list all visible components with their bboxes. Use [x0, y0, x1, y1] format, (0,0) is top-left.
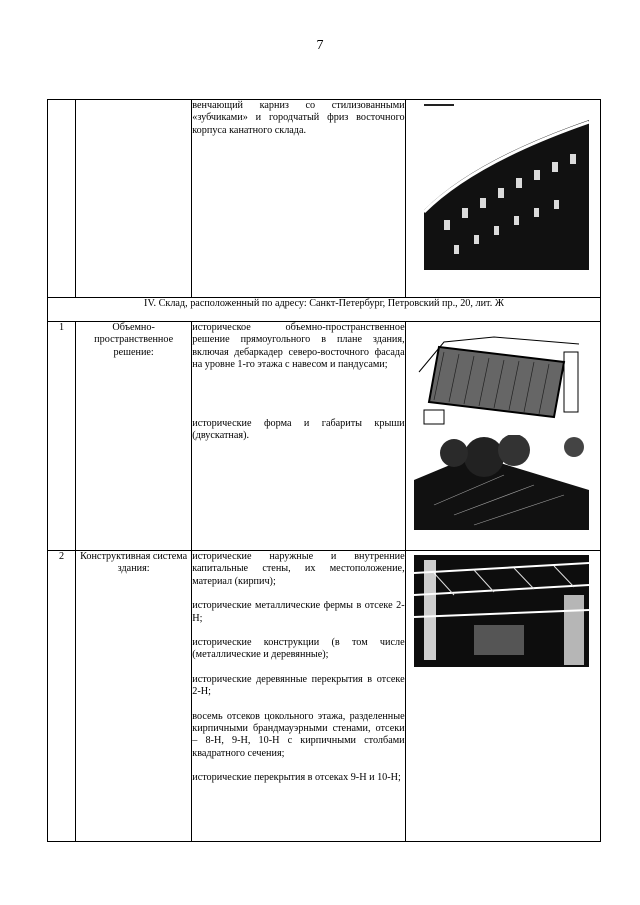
description-item: историческое объемно-пространственное решение прямоугольного в плане здания, включая дебаркадер северо-восточного фасада на уровне 1-го этажа с навесом и пандусами; — [192, 322, 405, 371]
table-row — [48, 322, 601, 551]
description-item: исторические перекрытия в отсеках 9-Н и 10-Н; — [192, 772, 401, 784]
table-row — [48, 551, 601, 842]
cell-description — [192, 100, 405, 298]
facade-photo — [414, 100, 589, 270]
cell-images — [405, 551, 600, 842]
cell-name-empty — [76, 100, 192, 298]
description-text: венчающий карниз со стилизованными «зубчиками» и городчатый фриз восточного корпуса канатного склада. — [192, 100, 405, 136]
site-plan-drawing — [414, 332, 589, 427]
cell-num-empty — [48, 100, 76, 298]
table-row-continuation — [48, 100, 601, 298]
description-item: восемь отсеков цокольного этажа, разделенные кирпичными брандмауэрными стенами, отсеки – 8-Н, 9-Н, 10-Н с кирпичными столбами квадратного сечения; — [192, 710, 405, 759]
page-number: 7 — [316, 38, 324, 53]
section-header-row — [48, 298, 601, 322]
row-description — [192, 322, 405, 551]
row-description — [192, 551, 405, 842]
row-name: Конструктивная система здания: — [76, 551, 192, 842]
row-name: Объемно-пространственное решение: — [76, 322, 192, 551]
description-item: исторические форма и габариты крыши (двускатная). — [192, 417, 405, 442]
cell-images — [405, 322, 600, 551]
roof-photo — [414, 435, 589, 530]
monument-table — [47, 99, 601, 842]
row-number: 1 — [48, 322, 76, 551]
cell-image — [405, 100, 600, 298]
section-title: IV. Склад, расположенный по адресу: Санкт-Петербург, Петровский пр., 20, лит. Ж — [48, 298, 601, 322]
interior-trusses-photo — [414, 555, 589, 667]
row-number: 2 — [48, 551, 76, 842]
description-item: исторические наружные и внутренние капитальные стены, их местоположение, материал (кирпич); — [192, 551, 405, 587]
description-item: исторические металлические фермы в отсеке 2-Н; — [192, 600, 405, 624]
description-item: исторические деревянные перекрытия в отсеке 2-Н; — [192, 673, 405, 698]
description-item: исторические конструкции (в том числе (металлические и деревянные); — [192, 637, 405, 661]
